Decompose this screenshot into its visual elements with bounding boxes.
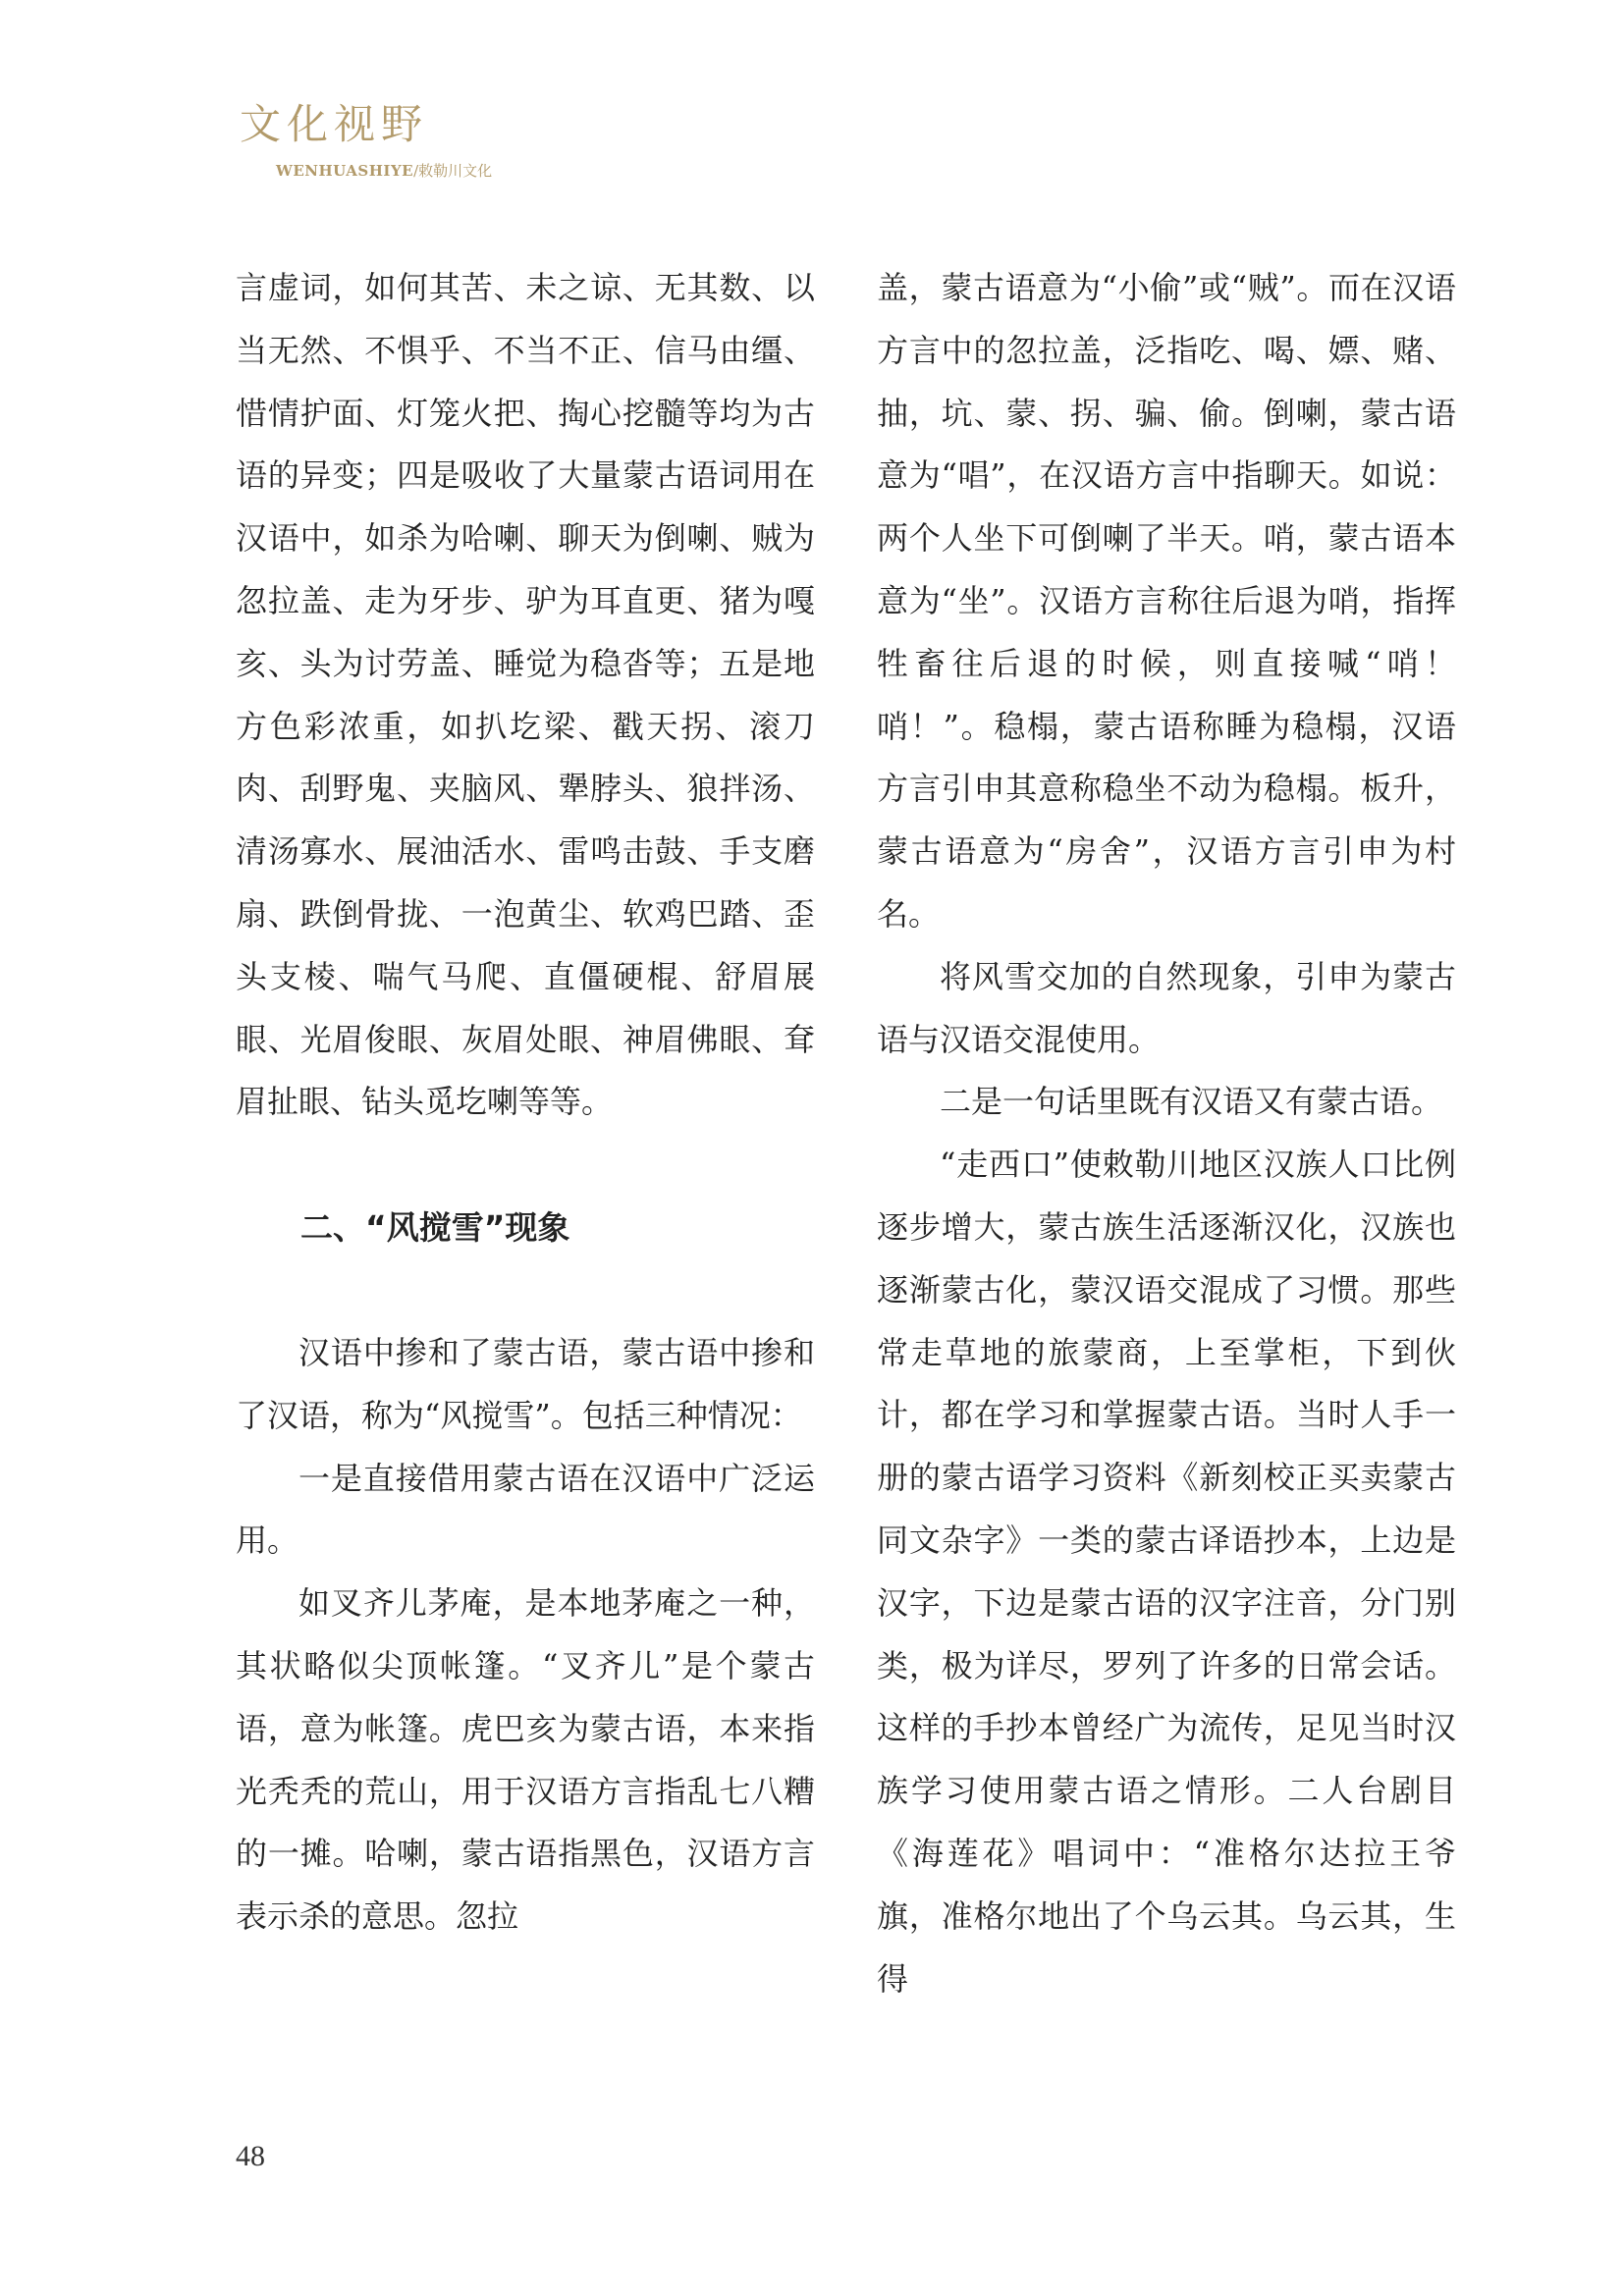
paragraph: “走西口”使敕勒川地区汉族人口比例逐步增大，蒙古族生活逐渐汉化，汉族也逐渐蒙古化，蒙汉语交混成了习惯。那些常走草地的旅蒙商，上至掌柜，下到伙计，都在学习和掌握蒙古语。当时人手一册的蒙古语学习资料《新刻校正买卖蒙古同文杂字》一类的蒙古译语抄本，上边是汉字，下边是蒙古语的汉字注音，分门别类，极为详尽，罗列了许多的日常会话。这样的手抄本曾经广为流传，足见当时汉族学习使用蒙古语之情形。二人台剧目《海莲花》唱词中：“准格尔达拉王爷旗，准格尔地出了个乌云其。乌云其，生得 (877, 1146, 1456, 1998)
page-number: 48 (236, 2140, 265, 2172)
header-subtitle-cn: 敕勒川文化 (418, 162, 493, 180)
header-subtitle-separator: / (413, 162, 419, 180)
section-heading: 二、“风搅雪”现象 (300, 1208, 570, 1248)
header-title: 文化视野 (240, 100, 429, 148)
left-column (236, 257, 815, 1949)
paragraph: 汉语中掺和了蒙古语，蒙古语中掺和了汉语，称为“风搅雪”。包括三种情况： (236, 1333, 815, 1434)
right-column (877, 257, 1456, 2010)
spacer (236, 1134, 815, 1197)
paragraph: 一是直接借用蒙古语在汉语中广泛运用。 (236, 1459, 815, 1560)
paragraph: 如叉齐儿茅庵，是本地茅庵之一种，其状略似尖顶帐篷。“叉齐儿”是个蒙古语，意为帐篷。虎巴亥为蒙古语，本来指光秃秃的荒山，用于汉语方言指乱七八糟的一摊。哈喇，蒙古语指黑色，汉语方言表示杀的意思。忽拉 (236, 1584, 815, 1936)
paragraph: 二是一句话里既有汉语又有蒙古语。 (940, 1083, 1443, 1121)
paragraph: 将风雪交加的自然现象，引申为蒙古语与汉语交混使用。 (877, 957, 1456, 1058)
header-subtitle-en: WENHUASHIYE (276, 162, 414, 180)
header-subtitle (276, 164, 492, 179)
paragraph: 言虚词，如何其苦、未之谅、无其数、以当无然、不惧乎、不当不正、信马由缰、惜情护面、灯笼火把、掏心挖髓等均为古语的异变；四是吸收了大量蒙古语词用在汉语中，如杀为哈喇、聊天为倒喇、贼为忽拉盖、走为牙步、驴为耳直更、猪为嘎亥、头为讨劳盖、睡觉为稳沓等；五是地方色彩浓重，如扒圪梁、戳天拐、滚刀肉、刮野鬼、夹脑风、犟脖头、狼拌汤、清汤寡水、展油活水、雷鸣击鼓、手支磨扇、跌倒骨拢、一泡黄尘、软鸡巴踏、歪头支棱、喘气马爬、直僵硬棍、舒眉展眼、光眉俊眼、灰眉处眼、神眉佛眼、耷眉扯眼、钻头觅圪喇等等。 (236, 269, 815, 1121)
spacer (236, 1259, 815, 1322)
paragraph: 盖，蒙古语意为“小偷”或“贼”。而在汉语方言中的忽拉盖，泛指吃、喝、嫖、赌、抽，坑、蒙、拐、骗、偷。倒喇，蒙古语意为“唱”，在汉语方言中指聊天。如说：两个人坐下可倒喇了半天。哨，蒙古语本意为“坐”。汉语方言称往后退为哨，指挥牲畜往后退的时候，则直接喊“哨！哨！”。稳榻，蒙古语称睡为稳榻，汉语方言引申其意称稳坐不动为稳榻。板升，蒙古语意为“房舍”，汉语方言引申为村名。 (877, 269, 1456, 933)
